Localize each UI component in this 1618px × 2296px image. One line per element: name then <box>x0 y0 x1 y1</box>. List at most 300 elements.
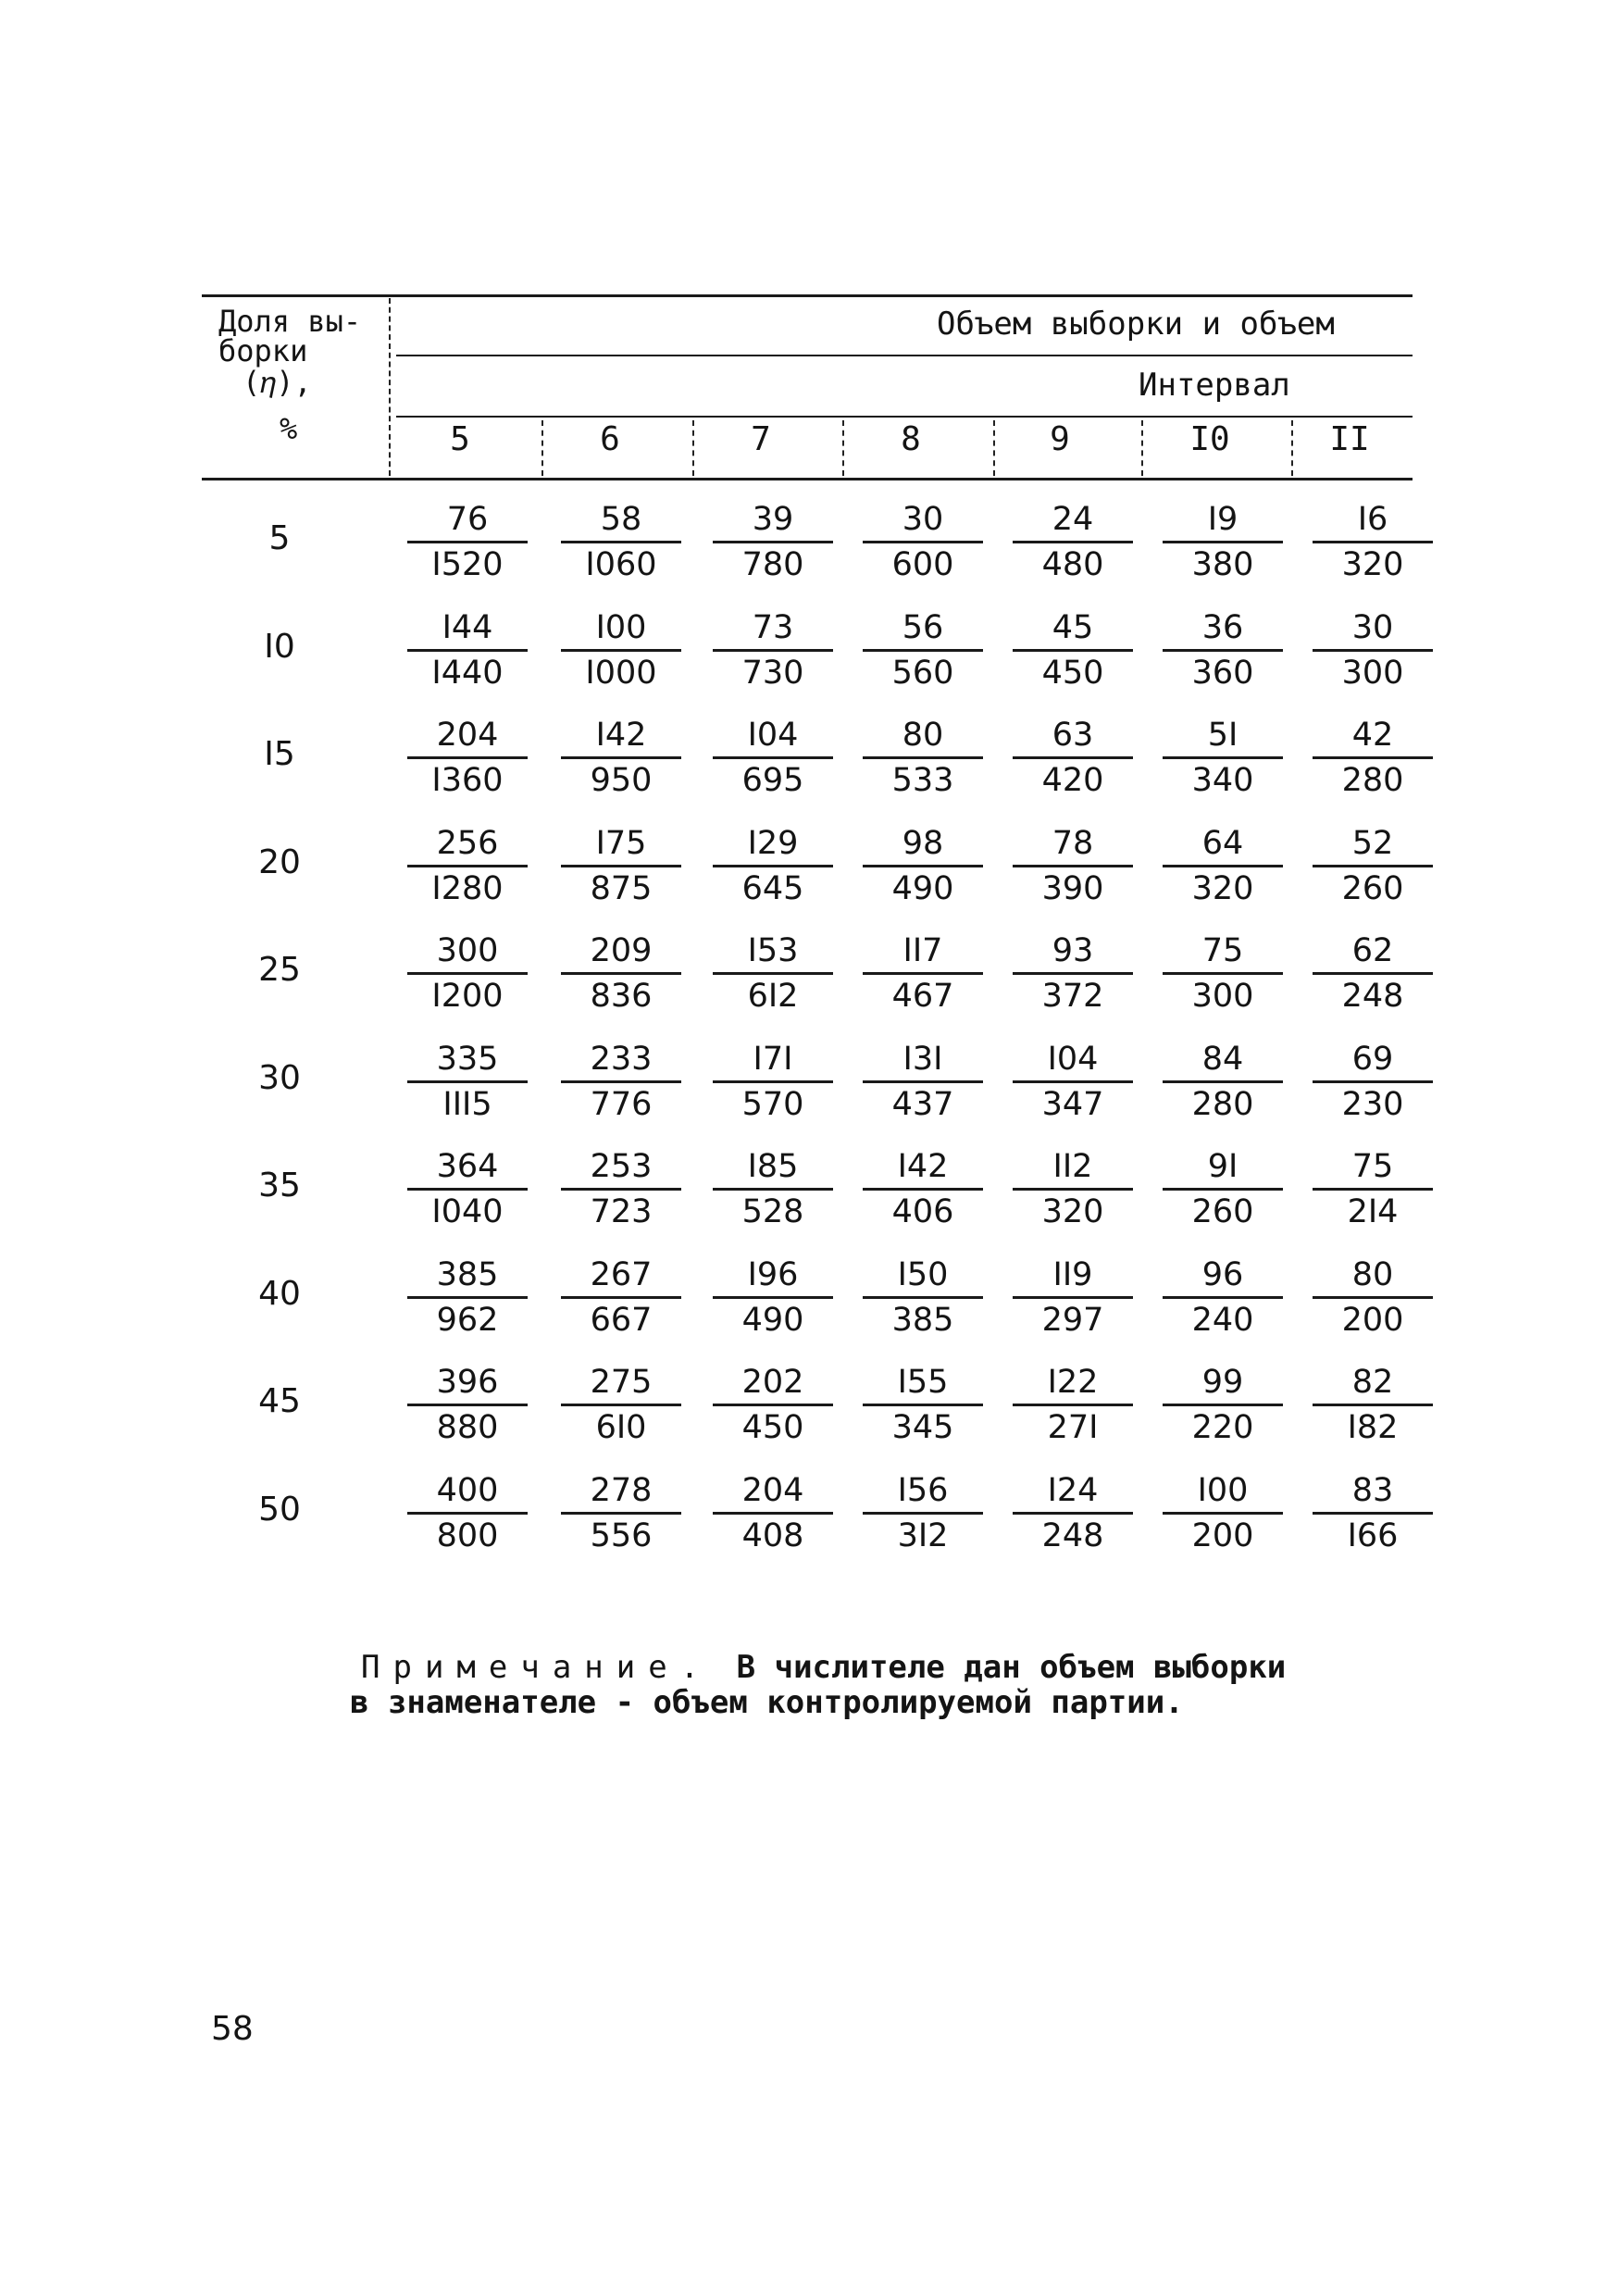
table-cell <box>1013 1040 1133 1124</box>
fraction-bar <box>1013 1188 1133 1191</box>
fraction-bar <box>1163 1404 1283 1406</box>
fraction-bar <box>1313 1080 1433 1083</box>
lot-size: 437 <box>891 1086 954 1123</box>
table-top-rule <box>202 294 1413 297</box>
fraction-bar <box>1313 972 1433 975</box>
lot-size: I440 <box>431 655 504 692</box>
sample-size: 64 <box>1201 825 1244 862</box>
fraction-bar <box>561 649 681 652</box>
column-separator <box>692 420 694 476</box>
note-label: Примечание. <box>361 1649 713 1686</box>
lot-size: 880 <box>436 1409 499 1446</box>
lot-size: 780 <box>741 546 804 583</box>
fraction-bar <box>863 1404 983 1406</box>
table-cell <box>1013 500 1133 584</box>
lot-size: III5 <box>442 1086 492 1123</box>
sample-size: II7 <box>902 932 943 969</box>
lot-size: I040 <box>431 1193 504 1230</box>
fraction-bar <box>1013 865 1133 867</box>
lot-size: 280 <box>1341 762 1404 799</box>
column-separator <box>541 420 543 476</box>
sample-size: 364 <box>436 1148 499 1185</box>
stub-header-line: борки <box>218 333 308 368</box>
sample-size: 73 <box>752 609 794 646</box>
row-label: 45 <box>258 1382 301 1420</box>
column-separator <box>1291 420 1293 476</box>
sample-size: 335 <box>436 1041 499 1078</box>
column-header: I0 <box>1189 420 1230 458</box>
table-cell <box>561 1255 681 1340</box>
column-header: 6 <box>600 420 620 458</box>
fraction-bar <box>407 1188 528 1191</box>
fraction-bar <box>561 541 681 543</box>
sample-size: I56 <box>897 1472 949 1509</box>
table-cell <box>863 824 983 908</box>
table-cell <box>1163 931 1283 1016</box>
sample-size: 256 <box>436 825 499 862</box>
lot-size: 300 <box>1191 978 1254 1015</box>
fraction-bar <box>1163 541 1283 543</box>
table-cell <box>1163 1471 1283 1555</box>
sample-size: I42 <box>897 1148 949 1185</box>
column-header: 8 <box>901 420 921 458</box>
lot-size: 406 <box>891 1193 954 1230</box>
table-note <box>350 1649 1287 1721</box>
lot-size: 6I2 <box>747 978 799 1015</box>
table-cell <box>1313 500 1433 584</box>
table-cell <box>863 931 983 1016</box>
table-cell <box>863 1363 983 1447</box>
table-cell <box>1313 1471 1433 1555</box>
sample-size: 9I <box>1207 1148 1238 1185</box>
sample-size: 24 <box>1052 501 1094 538</box>
table-cell <box>713 716 833 800</box>
note-text: В числителе дан объем выборки <box>736 1649 1287 1686</box>
sample-size: 233 <box>590 1041 653 1078</box>
note-text: в знаменателе - объем контролируемой партии. <box>350 1684 1184 1721</box>
lot-size: I200 <box>431 978 504 1015</box>
lot-size: 248 <box>1041 1517 1104 1554</box>
column-separator <box>842 420 844 476</box>
sample-size: 30 <box>902 501 944 538</box>
stub-header-line: Доля вы- <box>218 304 362 339</box>
table-cell <box>1013 1363 1133 1447</box>
table-cell <box>713 1147 833 1231</box>
lot-size: 467 <box>891 978 954 1015</box>
lot-size: 776 <box>590 1086 653 1123</box>
sample-size: 76 <box>446 501 489 538</box>
fraction-bar <box>713 1296 833 1299</box>
table-cell <box>407 1147 528 1231</box>
lot-size: 380 <box>1191 546 1254 583</box>
fraction-bar <box>561 1080 681 1083</box>
fraction-bar <box>713 649 833 652</box>
fraction-bar <box>1013 1080 1133 1083</box>
sample-size: 63 <box>1052 717 1094 754</box>
lot-size: 3I2 <box>897 1517 949 1554</box>
fraction-bar <box>407 1080 528 1083</box>
sample-size: 396 <box>436 1364 499 1401</box>
sample-size: I00 <box>595 609 647 646</box>
fraction-bar <box>1163 1296 1283 1299</box>
table-cell <box>407 824 528 908</box>
lot-size: I520 <box>431 546 504 583</box>
lot-size: 490 <box>891 870 954 907</box>
sample-size: I3I <box>902 1041 943 1078</box>
column-header: 7 <box>751 420 771 458</box>
table-cell <box>561 1363 681 1447</box>
lot-size: 800 <box>436 1517 499 1554</box>
table-cell <box>407 716 528 800</box>
sample-size: 84 <box>1201 1041 1244 1078</box>
sample-size: 98 <box>902 825 944 862</box>
lot-size: 560 <box>891 655 954 692</box>
lot-size: 240 <box>1191 1302 1254 1339</box>
row-label: I5 <box>264 735 295 773</box>
sample-size: 80 <box>902 717 944 754</box>
fraction-bar <box>1313 1296 1433 1299</box>
table-cell <box>1163 1255 1283 1340</box>
lot-size: 297 <box>1041 1302 1104 1339</box>
table-cell <box>561 1147 681 1231</box>
table-cell <box>561 500 681 584</box>
fraction-bar <box>561 1512 681 1515</box>
row-label: 20 <box>258 843 301 881</box>
fraction-bar <box>1013 541 1133 543</box>
fraction-bar <box>1013 756 1133 759</box>
table-cell <box>1163 608 1283 693</box>
sample-size: 202 <box>741 1364 804 1401</box>
table-cell <box>407 1363 528 1447</box>
lot-size: 528 <box>741 1193 804 1230</box>
table-cell <box>863 608 983 693</box>
stub-header-line: % <box>280 411 298 446</box>
table-cell <box>713 1040 833 1124</box>
lot-size: 200 <box>1341 1302 1404 1339</box>
table-cell <box>713 824 833 908</box>
lot-size: 695 <box>741 762 804 799</box>
table-cell <box>1013 931 1133 1016</box>
table-cell <box>407 931 528 1016</box>
sample-size: I29 <box>747 825 799 862</box>
fraction-bar <box>1163 649 1283 652</box>
lot-size: 230 <box>1341 1086 1404 1123</box>
sample-size: 253 <box>590 1148 653 1185</box>
lot-size: 27I <box>1047 1409 1099 1446</box>
lot-size: I060 <box>585 546 657 583</box>
sample-size: I42 <box>595 717 647 754</box>
lot-size: 490 <box>741 1302 804 1339</box>
fraction-bar <box>561 1188 681 1191</box>
fraction-bar <box>561 972 681 975</box>
lot-size: 2I4 <box>1347 1193 1399 1230</box>
sample-size: I53 <box>747 932 799 969</box>
table-cell <box>863 1147 983 1231</box>
table-cell <box>1313 1255 1433 1340</box>
row-label: 5 <box>268 519 291 557</box>
table-cell <box>863 716 983 800</box>
table-cell <box>561 931 681 1016</box>
table-cell <box>713 1363 833 1447</box>
sample-size: 267 <box>590 1256 653 1293</box>
table-cell <box>863 1255 983 1340</box>
column-separator <box>993 420 995 476</box>
fraction-bar <box>407 649 528 652</box>
lot-size: 390 <box>1041 870 1104 907</box>
group-header-rule <box>396 355 1413 356</box>
fraction-bar <box>1163 1080 1283 1083</box>
lot-size: 300 <box>1341 655 1404 692</box>
fraction-bar <box>407 756 528 759</box>
sample-size: I7I <box>753 1041 793 1078</box>
column-separator <box>1141 420 1143 476</box>
fraction-bar <box>713 541 833 543</box>
fraction-bar <box>561 1404 681 1406</box>
lot-size: 730 <box>741 655 804 692</box>
table-cell <box>1013 1147 1133 1231</box>
sample-size: 275 <box>590 1364 653 1401</box>
column-header: II <box>1329 420 1370 458</box>
table-cell <box>407 500 528 584</box>
lot-size: 875 <box>590 870 653 907</box>
sample-size: 52 <box>1351 825 1394 862</box>
lot-size: 480 <box>1041 546 1104 583</box>
sample-size: 69 <box>1351 1041 1394 1078</box>
lot-size: I280 <box>431 870 504 907</box>
fraction-bar <box>713 1404 833 1406</box>
fraction-bar <box>713 756 833 759</box>
lot-size: 320 <box>1191 870 1254 907</box>
fraction-bar <box>1313 756 1433 759</box>
lot-size: 533 <box>891 762 954 799</box>
table-cell <box>863 1471 983 1555</box>
sample-size: 204 <box>741 1472 804 1509</box>
sample-size: 83 <box>1351 1472 1394 1509</box>
table-cell <box>1163 500 1283 584</box>
table-cell <box>713 1471 833 1555</box>
table-cell <box>407 1471 528 1555</box>
lot-size: 723 <box>590 1193 653 1230</box>
fraction-bar <box>1313 649 1433 652</box>
table-cell <box>1163 1147 1283 1231</box>
fraction-bar <box>561 865 681 867</box>
table-cell <box>863 1040 983 1124</box>
fraction-bar <box>1013 1404 1133 1406</box>
fraction-bar <box>863 1512 983 1515</box>
group-header: Объем выборки и объем <box>937 306 1335 343</box>
sample-size: I04 <box>747 717 799 754</box>
sample-size: 96 <box>1201 1256 1244 1293</box>
sample-size: 62 <box>1351 932 1394 969</box>
lot-size: 600 <box>891 546 954 583</box>
lot-size: 360 <box>1191 655 1254 692</box>
table-cell <box>1163 1040 1283 1124</box>
fraction-bar <box>407 1512 528 1515</box>
table-cell <box>1313 824 1433 908</box>
fraction-bar <box>863 756 983 759</box>
sample-size: I04 <box>1047 1041 1099 1078</box>
stub-header-line: (𝜂), <box>243 365 312 400</box>
fraction-bar <box>863 649 983 652</box>
fraction-bar <box>1163 1512 1283 1515</box>
lot-size: 556 <box>590 1517 653 1554</box>
fraction-bar <box>407 865 528 867</box>
lot-size: 320 <box>1341 546 1404 583</box>
table-cell <box>1163 1363 1283 1447</box>
fraction-bar <box>863 1296 983 1299</box>
table-cell <box>1013 608 1133 693</box>
lot-size: 280 <box>1191 1086 1254 1123</box>
sample-size: 400 <box>436 1472 499 1509</box>
fraction-bar <box>863 972 983 975</box>
sample-size: 300 <box>436 932 499 969</box>
sample-size: I55 <box>897 1364 949 1401</box>
sample-size: I6 <box>1357 501 1388 538</box>
lot-size: 836 <box>590 978 653 1015</box>
fraction-bar <box>713 972 833 975</box>
table-cell <box>407 1255 528 1340</box>
fraction-bar <box>1313 1512 1433 1515</box>
table-cell <box>713 500 833 584</box>
fraction-bar <box>1313 1188 1433 1191</box>
sub-header-rule <box>396 416 1413 418</box>
header-bottom-rule <box>202 478 1413 480</box>
table-cell <box>407 608 528 693</box>
fraction-bar <box>713 1080 833 1083</box>
lot-size: 347 <box>1041 1086 1104 1123</box>
fraction-bar <box>561 1296 681 1299</box>
table-cell <box>1163 824 1283 908</box>
sample-size: 93 <box>1052 932 1094 969</box>
page-number: 58 <box>211 2010 254 2048</box>
sample-size: 56 <box>902 609 944 646</box>
sample-size: I75 <box>595 825 647 862</box>
table-cell <box>1313 1363 1433 1447</box>
lot-size: 570 <box>741 1086 804 1123</box>
table-cell <box>1313 608 1433 693</box>
sample-size: II2 <box>1052 1148 1093 1185</box>
sample-size: 209 <box>590 932 653 969</box>
lot-size: 260 <box>1191 1193 1254 1230</box>
fraction-bar <box>863 1080 983 1083</box>
table-cell <box>1313 931 1433 1016</box>
fraction-bar <box>713 1512 833 1515</box>
fraction-bar <box>863 1188 983 1191</box>
table-cell <box>561 824 681 908</box>
table-cell <box>713 1255 833 1340</box>
sample-size: 30 <box>1351 609 1394 646</box>
table-cell <box>1013 824 1133 908</box>
sample-size: 278 <box>590 1472 653 1509</box>
sample-size: 385 <box>436 1256 499 1293</box>
sample-size: 45 <box>1052 609 1094 646</box>
fraction-bar <box>1313 541 1433 543</box>
table-cell <box>1163 716 1283 800</box>
lot-size: 408 <box>741 1517 804 1554</box>
sample-size: 82 <box>1351 1364 1394 1401</box>
lot-size: 248 <box>1341 978 1404 1015</box>
lot-size: 645 <box>741 870 804 907</box>
lot-size: 345 <box>891 1409 954 1446</box>
fraction-bar <box>1163 1188 1283 1191</box>
table-cell <box>1313 1147 1433 1231</box>
sample-size: I85 <box>747 1148 799 1185</box>
sample-size: 80 <box>1351 1256 1394 1293</box>
row-label: I0 <box>264 628 295 666</box>
lot-size: 260 <box>1341 870 1404 907</box>
sample-size: I00 <box>1197 1472 1249 1509</box>
column-header: 5 <box>450 420 470 458</box>
table-cell <box>561 716 681 800</box>
row-label: 25 <box>258 951 301 989</box>
lot-size: I360 <box>431 762 504 799</box>
sample-size: I44 <box>442 609 493 646</box>
lot-size: I66 <box>1347 1517 1399 1554</box>
sample-size: I9 <box>1207 501 1238 538</box>
sample-size: 99 <box>1201 1364 1244 1401</box>
lot-size: 420 <box>1041 762 1104 799</box>
fraction-bar <box>863 865 983 867</box>
table-cell <box>1313 716 1433 800</box>
table-cell <box>713 608 833 693</box>
lot-size: 667 <box>590 1302 653 1339</box>
fraction-bar <box>1013 1512 1133 1515</box>
fraction-bar <box>713 865 833 867</box>
fraction-bar <box>1013 1296 1133 1299</box>
lot-size: 450 <box>741 1409 804 1446</box>
sample-size: 75 <box>1201 932 1244 969</box>
fraction-bar <box>1163 972 1283 975</box>
row-label: 35 <box>258 1167 301 1204</box>
table-cell <box>1013 716 1133 800</box>
sample-size: I22 <box>1047 1364 1099 1401</box>
table-cell <box>407 1040 528 1124</box>
sample-size: I50 <box>897 1256 949 1293</box>
sample-size: I24 <box>1047 1472 1099 1509</box>
fraction-bar <box>713 1188 833 1191</box>
lot-size: 340 <box>1191 762 1254 799</box>
sample-size: 78 <box>1052 825 1094 862</box>
table-cell <box>863 500 983 584</box>
row-label: 40 <box>258 1275 301 1313</box>
fraction-bar <box>1163 865 1283 867</box>
table-cell <box>1313 1040 1433 1124</box>
sample-size: I96 <box>747 1256 799 1293</box>
sample-size: 58 <box>600 501 642 538</box>
sample-size: 42 <box>1351 717 1394 754</box>
lot-size: I000 <box>585 655 657 692</box>
lot-size: 450 <box>1041 655 1104 692</box>
table-cell <box>561 1040 681 1124</box>
lot-size: 320 <box>1041 1193 1104 1230</box>
fraction-bar <box>407 1404 528 1406</box>
lot-size: I82 <box>1347 1409 1399 1446</box>
fraction-bar <box>1313 865 1433 867</box>
sample-size: 75 <box>1351 1148 1394 1185</box>
table-cell <box>561 1471 681 1555</box>
fraction-bar <box>1013 649 1133 652</box>
stub-separator <box>389 298 391 476</box>
fraction-bar <box>407 541 528 543</box>
lot-size: 950 <box>590 762 653 799</box>
table-cell <box>1013 1471 1133 1555</box>
fraction-bar <box>1013 972 1133 975</box>
lot-size: 220 <box>1191 1409 1254 1446</box>
sample-size: 36 <box>1201 609 1244 646</box>
fraction-bar <box>863 541 983 543</box>
sample-size: 204 <box>436 717 499 754</box>
lot-size: 385 <box>891 1302 954 1339</box>
